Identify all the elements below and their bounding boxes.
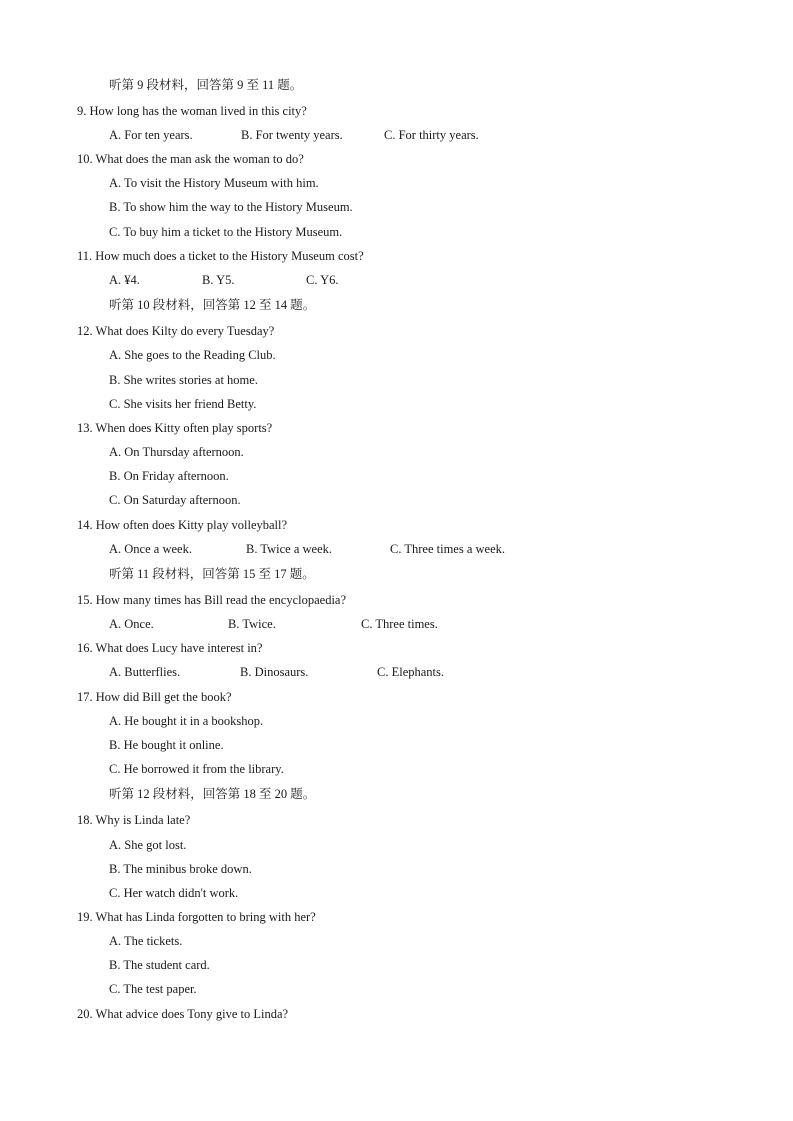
option-c: C. He borrowed it from the library. bbox=[109, 762, 284, 776]
question-stem: 20. What advice does Tony give to Linda? bbox=[77, 1007, 289, 1021]
question-stem: 15. How many times has Bill read the encyclopaedia? bbox=[77, 593, 347, 607]
option-a: A. She got lost. bbox=[109, 838, 187, 852]
option-a: A. The tickets. bbox=[109, 934, 183, 948]
question-stem: 10. What does the man ask the woman to do? bbox=[77, 152, 304, 166]
option-b: B. Twice. bbox=[228, 617, 276, 631]
option-a: A. To visit the History Museum with him. bbox=[109, 176, 319, 190]
question-stem: 11. How much does a ticket to the History Museum cost? bbox=[77, 249, 364, 263]
question-stem: 19. What has Linda forgotten to bring with her? bbox=[77, 910, 316, 924]
option-b: B. On Friday afternoon. bbox=[109, 469, 229, 483]
option-a: A. On Thursday afternoon. bbox=[109, 445, 244, 459]
option-c: C. She visits her friend Betty. bbox=[109, 397, 257, 411]
option-c: C. Three times. bbox=[361, 617, 438, 631]
question-stem: 9. How long has the woman lived in this city? bbox=[77, 104, 307, 118]
option-c: C. On Saturday afternoon. bbox=[109, 493, 241, 507]
option-a: A. Butterflies. bbox=[109, 665, 181, 679]
option-c: C. Three times a week. bbox=[390, 542, 506, 556]
question-stem: 16. What does Lucy have interest in? bbox=[77, 641, 263, 655]
option-c: C. For thirty years. bbox=[384, 128, 479, 142]
section-heading: 听第 11 段材料，回答第 15 至 17 题。 bbox=[109, 567, 315, 581]
option-b: B. He bought it online. bbox=[109, 738, 224, 752]
option-b: B. For twenty years. bbox=[241, 128, 343, 142]
question-stem: 17. How did Bill get the book? bbox=[77, 690, 232, 704]
question-stem: 12. What does Kilty do every Tuesday? bbox=[77, 324, 275, 338]
option-c: C. Y6. bbox=[306, 273, 339, 287]
question-stem: 18. Why is Linda late? bbox=[77, 813, 191, 827]
option-a: A. Once. bbox=[109, 617, 154, 631]
option-b: B. Y5. bbox=[202, 273, 235, 287]
option-c: C. To buy him a ticket to the History Museum. bbox=[109, 225, 343, 239]
section-heading: 听第 9 段材料，回答第 9 至 11 题。 bbox=[109, 78, 303, 92]
option-c: C. Her watch didn't work. bbox=[109, 886, 239, 900]
section-heading: 听第 12 段材料，回答第 18 至 20 题。 bbox=[109, 787, 316, 801]
option-c: C. Elephants. bbox=[377, 665, 445, 679]
section-heading: 听第 10 段材料，回答第 12 至 14 题。 bbox=[109, 298, 316, 312]
option-b: B. To show him the way to the History Museum. bbox=[109, 200, 353, 214]
option-b: B. The student card. bbox=[109, 958, 210, 972]
option-b: B. She writes stories at home. bbox=[109, 373, 258, 387]
option-a: A. ¥4. bbox=[109, 273, 140, 287]
option-b: B. The minibus broke down. bbox=[109, 862, 252, 876]
question-stem: 13. When does Kitty often play sports? bbox=[77, 421, 273, 435]
option-c: C. The test paper. bbox=[109, 982, 197, 996]
question-stem: 14. How often does Kitty play volleyball? bbox=[77, 518, 288, 532]
option-a: A. He bought it in a bookshop. bbox=[109, 714, 264, 728]
option-b: B. Twice a week. bbox=[246, 542, 333, 556]
option-b: B. Dinosaurs. bbox=[240, 665, 309, 679]
option-a: A. For ten years. bbox=[109, 128, 193, 142]
option-a: A. Once a week. bbox=[109, 542, 192, 556]
option-a: A. She goes to the Reading Club. bbox=[109, 348, 276, 362]
